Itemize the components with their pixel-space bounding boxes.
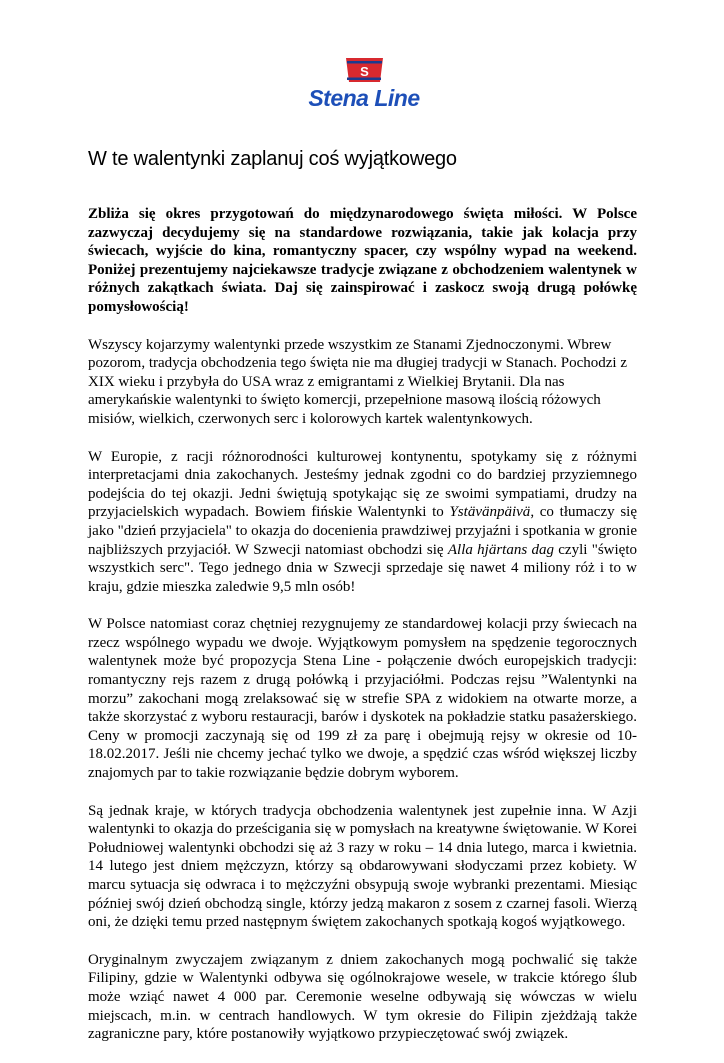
term-ystavanpaiva: Ystävänpäivä — [449, 504, 531, 521]
paragraph-europe-part-2: , co tłumaczy się jako "dzień przyjaciela" to okazja do docenienia prawdziwej przyjaźni i spotkania w gronie najbliższych przyjaciół. W Szwecji natomiast obchodzi się — [88, 504, 637, 558]
paragraph-europe-part-3: czyli "święto wszystkich serc". Tego jednego dnia w Szwecji sprzedaje się nawet 4 miliony róż i to w kraju, gdzie mieszka zaledwie 9,5 mln osób! — [88, 541, 638, 595]
stena-line-logo — [289, 56, 439, 112]
page-title: W te walentynki zaplanuj coś wyjątkowego — [88, 148, 457, 170]
lead-paragraph: Zbliża się okres przygotowań do międzynarodowego święta miłości. W Polsce zazwyczaj decydujemy się na standardowe rozwiązania, takie jak kolacja przy świecach, wyjście do kina, romantyczny spacer, czy wspólny wypad na weekend. Poniżej prezentujemy najciekawsze tradycje związane z obchodzeniem walentynek w różnych zakątkach świata. Daj się zainspirować i zaskocz swoją drugą połówkę pomysłowością! — [88, 206, 637, 315]
paragraph-philippines: Oryginalnym zwyczajem związanym z dniem zakochanych mogą pochwalić się także Filipiny, gdzie w Walentynki odbywa się ogólnokrajowe wesele, w trakcie którego ślub może wziąć nawet 4 000 par. Ceremonie weselne odbywają się wówczas w wielu miejscach, m.in. w centrach handlowych. W tym okresie do Filipin zjeżdżają także zagraniczne pary, które postanowiły wyjątkowo przypieczętować swój związek. — [88, 951, 637, 1043]
paragraph-poland: W Polsce natomiast coraz chętniej rezygnujemy ze standardowej kolacji przy świecach na rzecz wspólnego wypadu we dwoje. Wyjątkowym pomysłem na spędzenie tegorocznych walentynek może być propozycja Stena Line - połączenie dwóch europejskich tradycji: romantyczny rejs razem z drugą połówką i przyjaciółmi. Podczas rejsu ”Walentynki na morzu” zakochani mogą zrelaksować się w strefie SPA z widokiem na otwarte morze, a także skorzystać z wyboru restauracji, barów i dyskotek na pokładzie statku pasażerskiego. Ceny w promocji zaczynają się od 199 zł za parę i obejmują rejsy w okresie od 10-18.02.2017. Jeśli nie chcemy jechać tylko we dwoje, a spędzić czas wśród większej liczby znajomych par to takie rozwiązanie będzie dobrym wyborem. — [88, 616, 637, 782]
paragraph-europe-part-1: W Europie, z racji różnorodności kulturowej kontynentu, spotykamy się z różnymi interpretacjami dnia zakochanych. Jesteśmy jednak zgodni co do bardziej przyziemnego podejścia do tej okazji. Jedni świętują spotykając się ze swoimi sympatiami, drudzy na przyjacielskich wypadach. Bowiem fińskie Walentynki to — [88, 448, 637, 521]
term-alla-hjartans-dag: Alla hjärtans dag — [447, 541, 554, 558]
logo-wordmark: Stena Line — [308, 85, 420, 111]
paragraph-asia: Są jednak kraje, w których tradycja obchodzenia walentynek jest zupełnie inna. W Azji walentynki to okazja do prześcigania się w pomysłach na kreatywne świętowanie. W Korei Południowej walentynki obchodzi się aż 3 razy w roku – 14 dnia lutego, marca i kwietnia. 14 lutego jest dniem mężczyzn, którzy są obdarowywani słodyczami przez kobiety. W marcu sytuacja się odwraca i to mężczyźni obsypują swoje wybranki prezentami. Miesiąc później swój dzień obchodzą single, którzy jedzą makaron z sosem z czarnej fasoli. Wierzą oni, że dzięki temu przed następnym świętem zakochanych spotkają kogoś wyjątkowego. — [88, 802, 637, 931]
paragraph-usa: Wszyscy kojarzymy walentynki przede wszystkim ze Stanami Zjednoczonymi. Wbrew pozorom, tradycja obchodzenia tego święta nie ma długiej tradycji w Stanach. Pochodzi z XIX wieku i przybyła do USA wraz z emigrantami z Wielkiej Brytanii. Dla nas amerykańskie walentynki to święto komercji, przepełnione masową ilością różowych misiów, wielkich, czerwonych serc i kolorowych kartek walentynkowych. — [88, 336, 627, 427]
article-body — [88, 205, 637, 1063]
paragraph-europe — [88, 448, 637, 597]
logo-mark-letter: S — [360, 64, 369, 79]
